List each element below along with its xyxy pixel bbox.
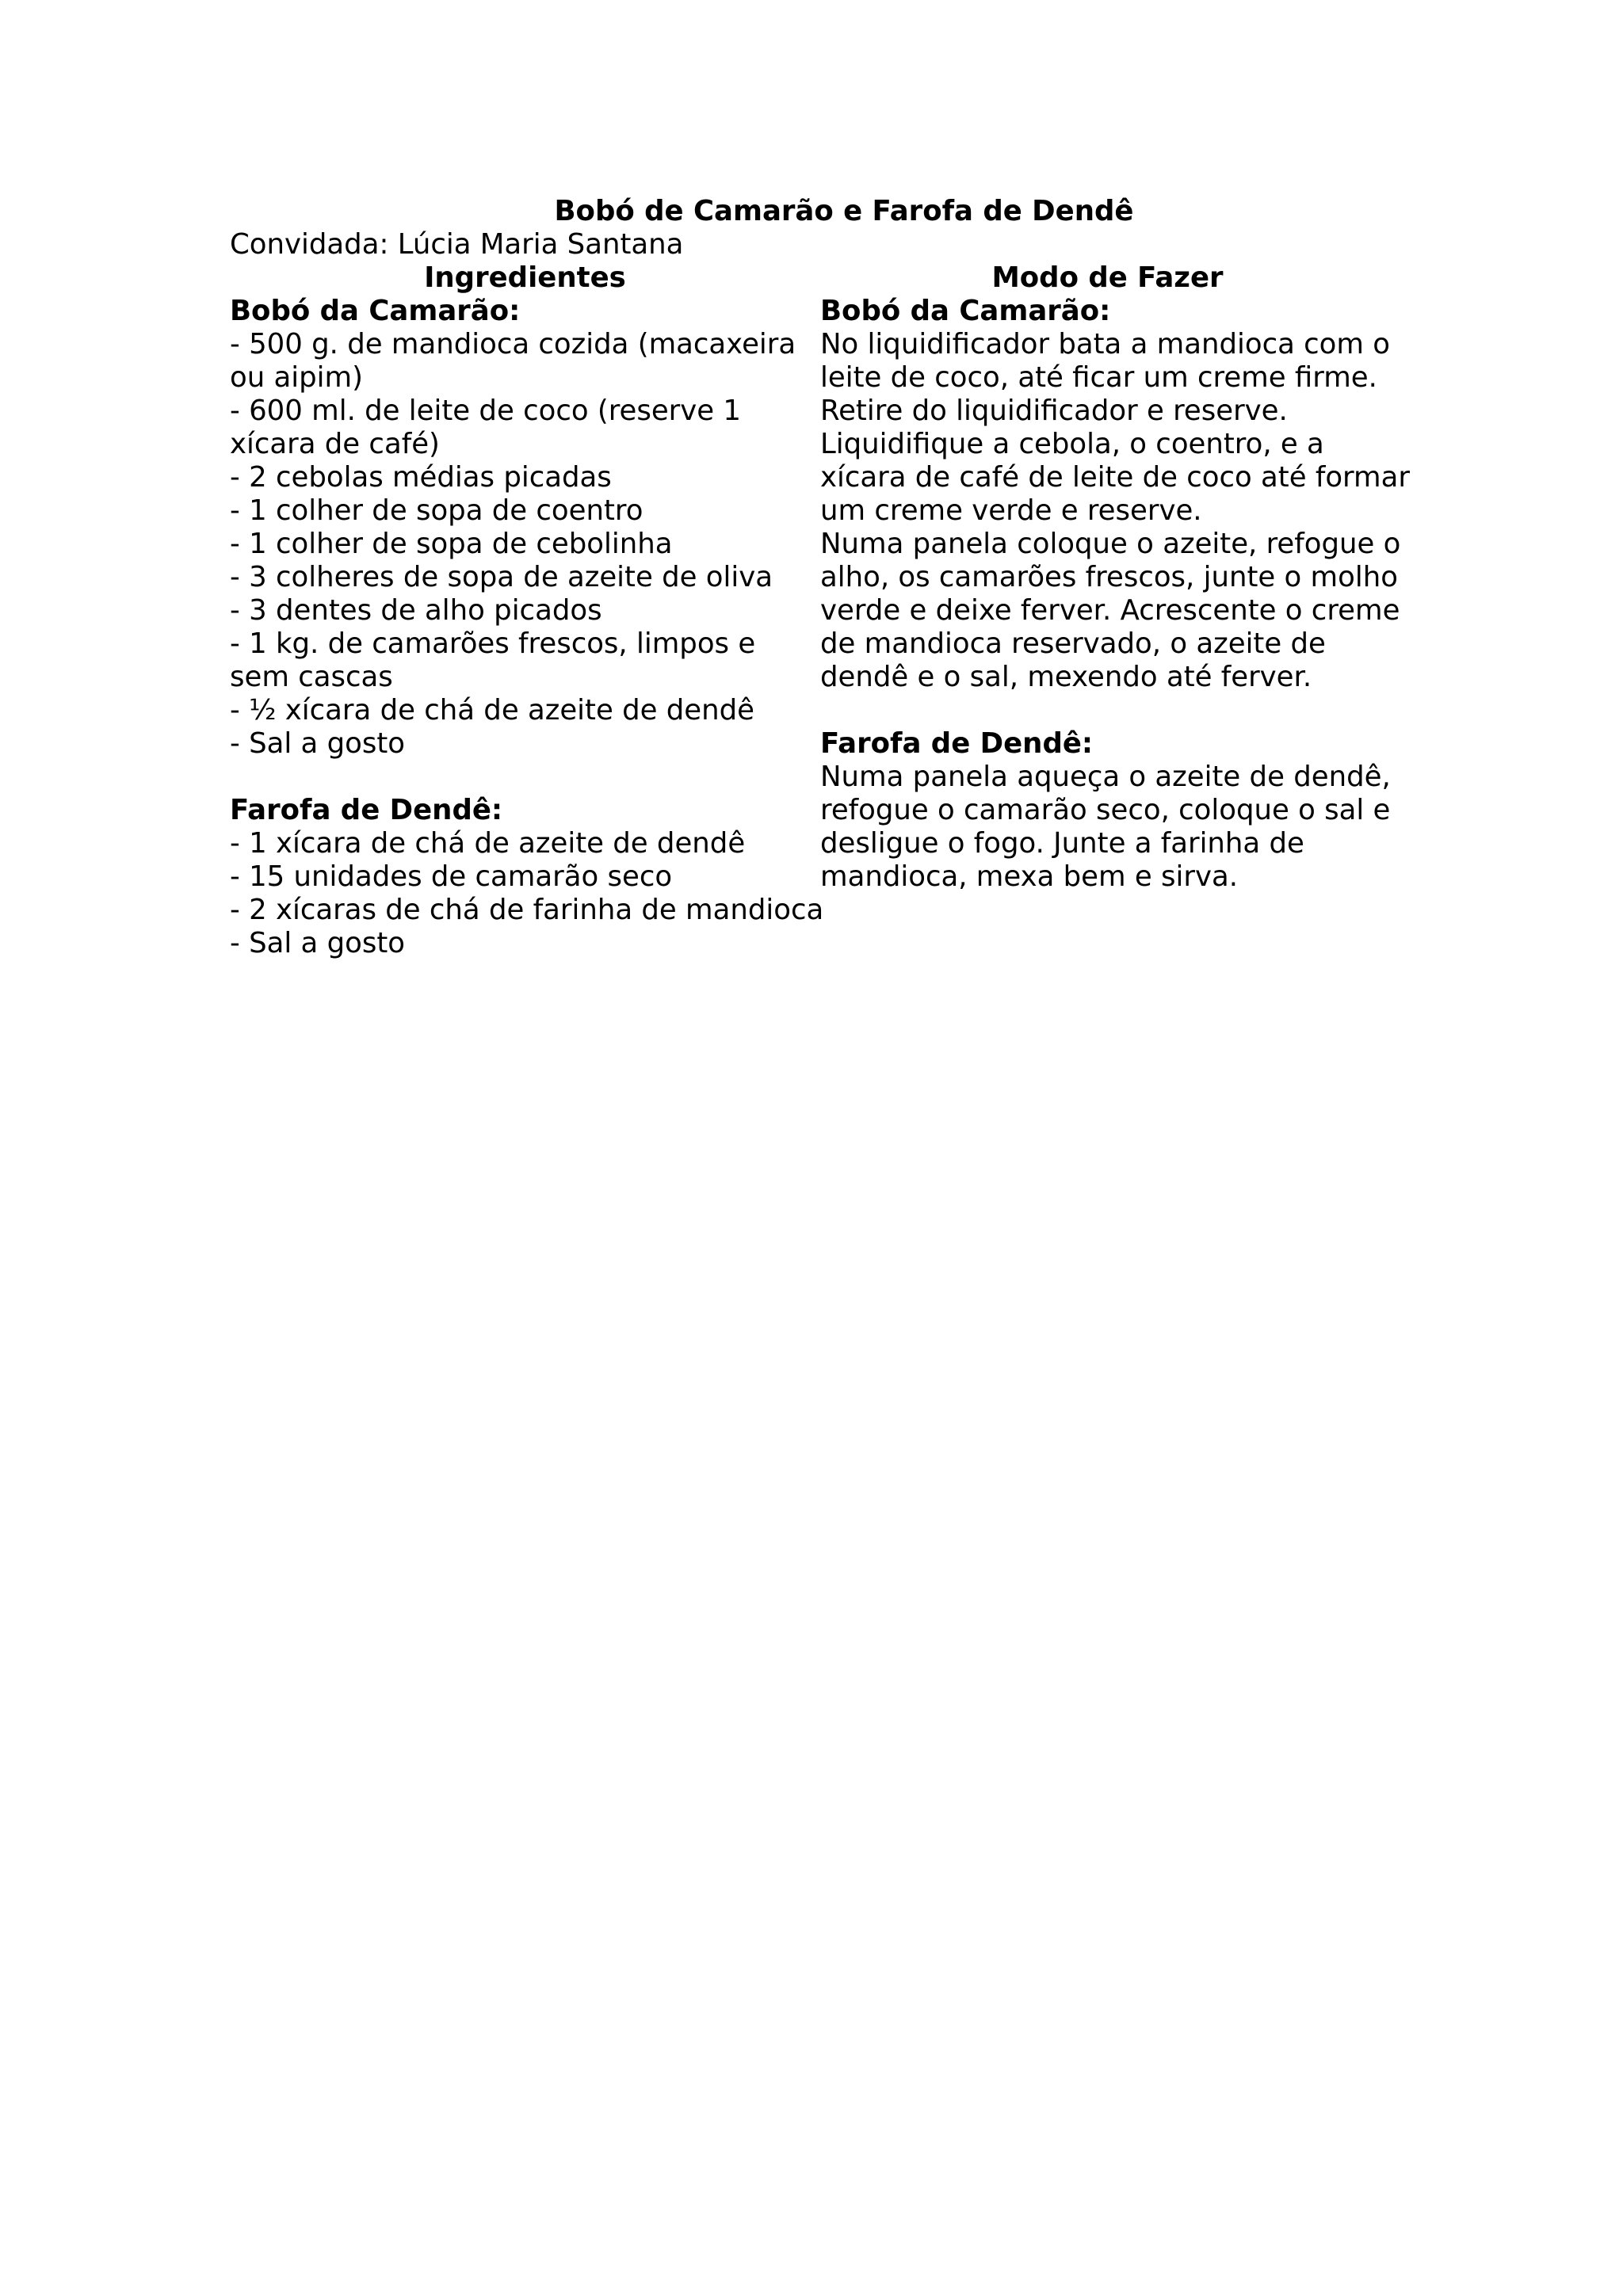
ingredient-line: - 3 dentes de alho picados [230,594,602,627]
ingredients-farofa-heading: Farofa de Dendê: [230,794,503,826]
ingredient-line: xícara de café) [230,428,440,460]
recipe-columns [230,261,1410,960]
method-line: leite de coco, até ficar um creme firme. [820,361,1377,394]
ingredient-line: - 1 xícara de chá de azeite de dendê [230,827,746,860]
ingredient-line: - ½ xícara de chá de azeite de dendê [230,694,754,727]
method-farofa-heading: Farofa de Dendê: [820,727,1094,760]
section-spacer [820,694,1395,727]
ingredient-line: - 1 kg. de camarões frescos, limpos e [230,627,756,660]
method-line: desligue o fogo. Junte a farinha de [820,827,1304,860]
section-spacer [230,761,820,794]
method-line: verde e deixe ferver. Acrescente o creme [820,594,1400,627]
ingredients-farofa-list [230,827,824,960]
ingredient-line: sem cascas [230,661,393,693]
ingredient-line: ou aipim) [230,361,363,394]
ingredient-line: - 15 unidades de camarão seco [230,860,673,893]
ingredient-line: - 2 xícaras de chá de farinha de mandioca [230,894,824,926]
method-line: dendê e o sal, mexendo até ferver. [820,661,1312,693]
ingredients-bobo-heading: Bobó da Camarão: [230,295,521,327]
ingredient-line: - 2 cebolas médias picadas [230,461,612,494]
method-heading: Modo de Fazer [991,261,1224,294]
ingredient-line: - 1 colher de sopa de coentro [230,494,643,527]
ingredients-bobo-list [230,328,820,761]
method-line: Numa panela coloque o azeite, refogue o [820,528,1401,560]
ingredients-heading: Ingredientes [424,261,626,294]
ingredients-column [230,261,824,960]
method-bobo-heading: Bobó da Camarão: [820,295,1111,327]
method-line: alho, os camarões frescos, junte o molho [820,561,1398,593]
method-column [820,261,1410,894]
method-line: Liquidifique a cebola, o coentro, e a [820,428,1324,460]
method-line: No liquidificador bata a mandioca com o [820,328,1390,360]
method-line: de mandioca reservado, o azeite de [820,627,1326,660]
ingredient-line: - 1 colher de sopa de cebolinha [230,528,673,560]
ingredient-line: - 600 ml. de leite de coco (reserve 1 [230,395,741,427]
guest-line: Convidada: Lúcia Maria Santana [230,228,684,261]
method-line: Numa panela aqueça o azeite de dendê, [820,761,1391,793]
method-line: um creme verde e reserve. [820,494,1202,527]
recipe-title: Bobó de Camarão e Farofa de Dendê [554,195,1134,227]
method-farofa-text [820,761,1395,894]
method-line: refogue o camarão seco, coloque o sal e [820,794,1391,826]
recipe-document [230,195,1410,960]
method-line: Retire do liquidificador e reserve. [820,395,1288,427]
ingredient-line: - Sal a gosto [230,727,405,760]
ingredient-line: - 3 colheres de sopa de azeite de oliva [230,561,773,593]
method-line: mandioca, mexa bem e sirva. [820,860,1239,893]
ingredient-line: - Sal a gosto [230,927,405,959]
method-bobo-text [820,328,1410,694]
method-line: xícara de café de leite de coco até formar [820,461,1410,494]
ingredient-line: - 500 g. de mandioca cozida (macaxeira [230,328,796,360]
